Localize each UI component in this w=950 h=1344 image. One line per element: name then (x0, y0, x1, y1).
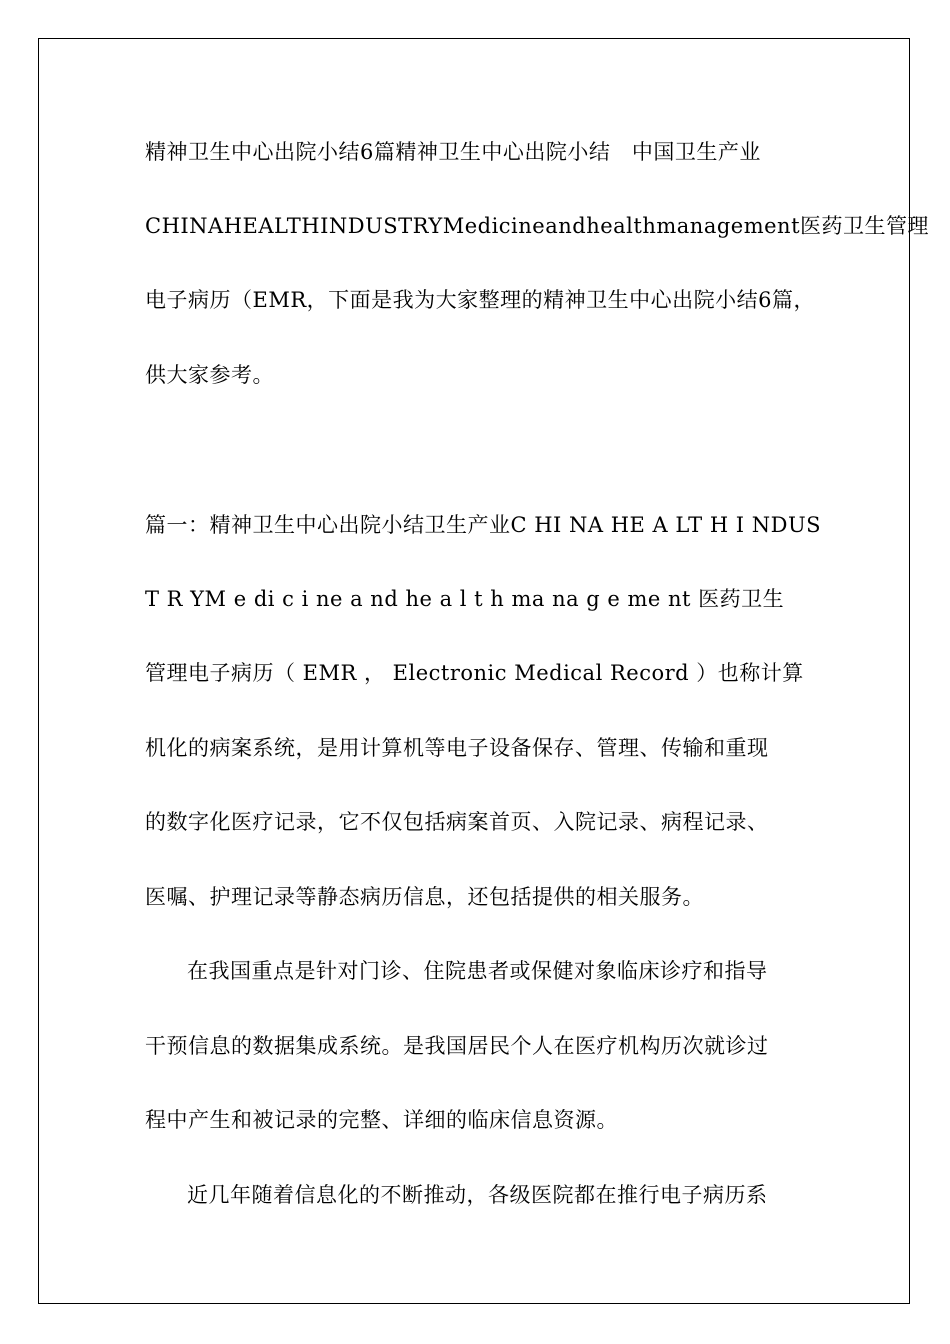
text-line: 近几年随着信息化的不断推动，各级医院都在推行电子病历系 (187, 1183, 768, 1207)
text-line: 精神卫生中心出院小结6篇精神卫生中心出院小结 中国卫生产业 (145, 140, 761, 164)
text-line: CHINAHEALTHINDUSTRYMedicineandhealthmanagement医药卫生管理 (145, 214, 930, 238)
text-line: 程中产生和被记录的完整、详细的临床信息资源。 (145, 1108, 618, 1132)
text-line: 干预信息的数据集成系统。是我国居民个人在医疗机构历次就诊过 (145, 1034, 769, 1058)
text-line: 的数字化医疗记录，它不仅包括病案首页、入院记录、病程记录、 (145, 810, 769, 834)
text-line: 供大家参考。 (145, 363, 274, 387)
text-line: 管理电子病历（ EMR ， Electronic Medical Record ）也称计算 (145, 661, 804, 685)
text-line: 机化的病案系统，是用计算机等电子设备保存、管理、传输和重现 (145, 736, 769, 760)
text-line: 医嘱、护理记录等静态病历信息，还包括提供的相关服务。 (145, 885, 704, 909)
text-line: 在我国重点是针对门诊、住院患者或保健对象临床诊疗和指导 (187, 959, 768, 983)
text-line: 篇一：精神卫生中心出院小结卫生产业C HI NA HE A LT H I NDUS (145, 513, 822, 537)
text-line: T R YM e di c i ne a nd he a l t h ma na g e me nt 医药卫生 (145, 587, 785, 611)
text-line: 电子病历（EMR，下面是我为大家整理的精神卫生中心出院小结6篇， (145, 288, 816, 312)
